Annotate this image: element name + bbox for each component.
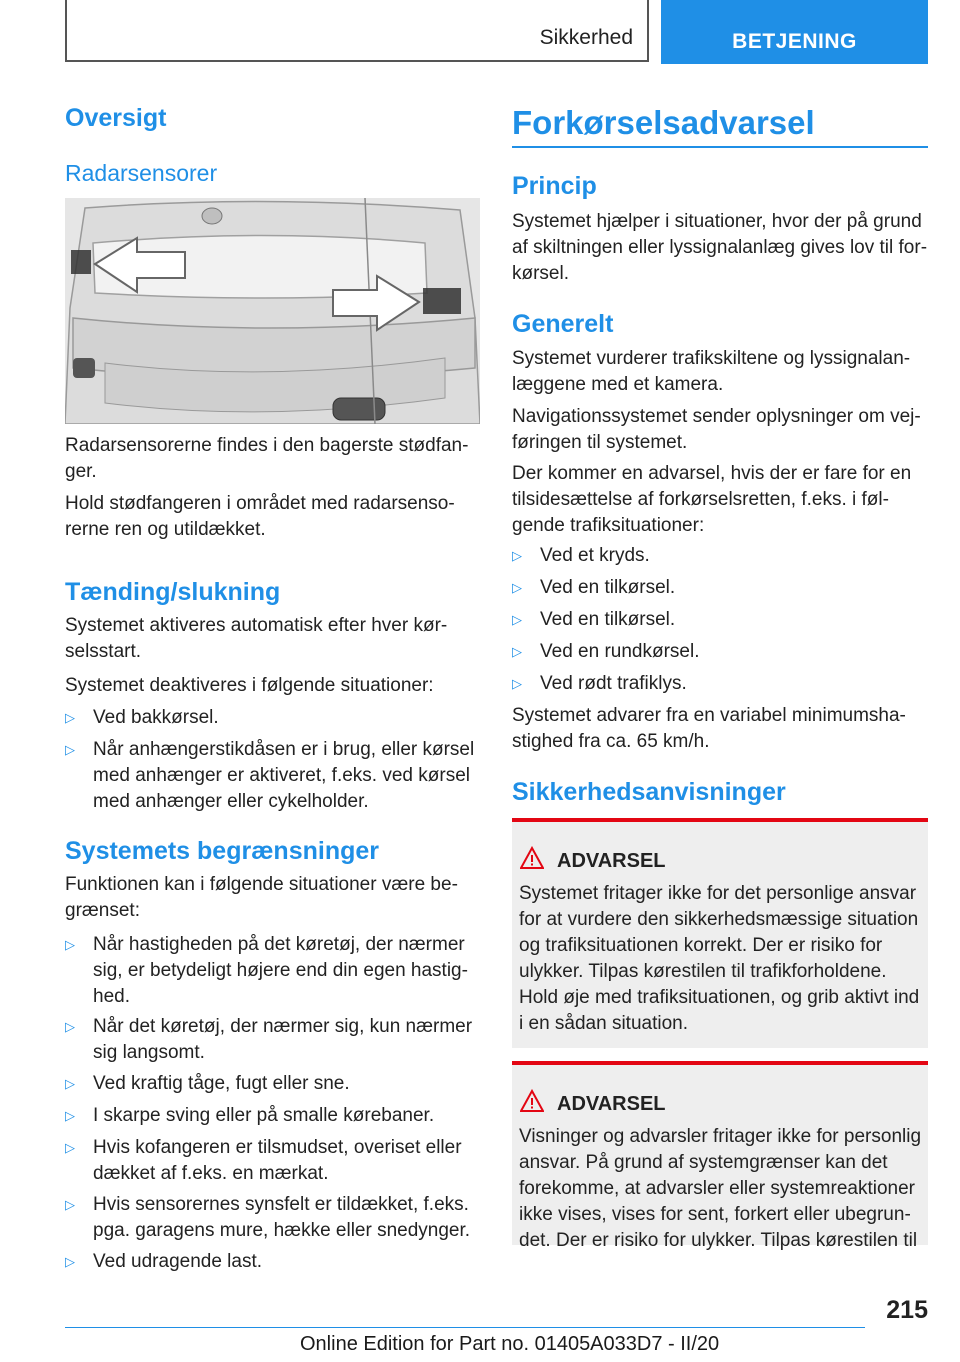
safety-heading: Sikkerhedsanvisninger xyxy=(512,778,786,806)
list-item: ▷ Når hastigheden på det køretøj, der nærmer sig, er betydeligt højere end din egen hastighed. xyxy=(65,934,468,1007)
list-item: ▷ Ved rødt trafiklys. xyxy=(512,671,928,697)
bullet-triangle-icon: ▷ xyxy=(65,742,75,757)
limits-text-1: Funktionen kan i følgende situationer være begrænset: xyxy=(65,874,458,921)
radar-sensor-illustration xyxy=(65,198,480,424)
general-text-2: Navigationssystemet sender oplysninger om vejføringen til systemet. xyxy=(512,406,921,453)
chapter-title: BETJENING xyxy=(732,30,857,53)
list-item: ▷ Ved kraftig tåge, fugt eller sne. xyxy=(65,1071,480,1097)
list-item: ▷ Ved udragende last. xyxy=(65,1249,480,1275)
list-item: ▷ Når anhængerstikdåsen er i brug, eller kørsel med anhænger er aktiveret, f.eks. ved kørsel med anhænger eller cykelholder. xyxy=(65,739,475,812)
page-number: 215 xyxy=(886,1296,928,1324)
bullet-triangle-icon: ▷ xyxy=(65,710,75,725)
bullet-triangle-icon: ▷ xyxy=(65,1254,75,1269)
general-heading: Generelt xyxy=(512,310,614,338)
warning-box xyxy=(512,818,928,1048)
general-text-4: Systemet advarer fra en variabel minimumshastighed fra ca. 65 km/h. xyxy=(512,705,906,752)
footer-rule xyxy=(65,1327,865,1328)
ignition-text-2: Systemet deaktiveres i følgende situationer: xyxy=(65,675,434,696)
list-item: ▷ I skarpe sving eller på smalle kørebaner. xyxy=(65,1103,480,1129)
heading-rule xyxy=(512,146,928,148)
list-item: ▷ Ved et kryds. xyxy=(512,543,928,569)
bullet-triangle-icon: ▷ xyxy=(512,548,522,563)
list-item: ▷ Ved en rundkørsel. xyxy=(512,639,928,665)
warning-label: ADVARSEL xyxy=(557,850,666,872)
warning-triangle-icon xyxy=(520,1089,544,1113)
section-tab xyxy=(65,0,649,62)
warning-text: Visninger og advarsler fritager ikke for personlig ansvar. På grund af systemgrænser kan det forekomme, at advarsler eller systemreaktioner ikke vises, vises for sent, forkert eller ubegrundet. Der er risiko for ulykker. Tilpas kørestilen til xyxy=(519,1126,922,1251)
general-text-1: Systemet vurderer trafikskiltene og lyssignalanlæggene med et kamera. xyxy=(512,348,911,395)
bullet-triangle-icon: ▷ xyxy=(512,644,522,659)
bullet-triangle-icon: ▷ xyxy=(65,1019,75,1034)
general-text-3: Der kommer en advarsel, hvis der er fare for en tilsidesættelse af forkørselsretten, f.eks. i følgende trafiksituationer: xyxy=(512,463,912,536)
overview-heading: Oversigt xyxy=(65,104,167,132)
list-item: ▷ Ved en tilkørsel. xyxy=(512,575,928,601)
bullet-triangle-icon: ▷ xyxy=(65,937,75,952)
warning-text: Systemet fritager ikke for det personlige ansvar for at vurdere den sikkerhedsmæssige situation og trafiksituationen korrekt. Der er risiko for ulykker. Tilpas kørestilen til trafikforholdene. Hold øje med trafiksituationen, og grib aktivt ind i en sådan situation. xyxy=(519,883,920,1034)
list-item: ▷ Ved bakkørsel. xyxy=(65,705,480,731)
bullet-triangle-icon: ▷ xyxy=(65,1108,75,1123)
bullet-triangle-icon: ▷ xyxy=(512,676,522,691)
warning-box xyxy=(512,1061,928,1251)
bullet-triangle-icon: ▷ xyxy=(512,612,522,627)
edition-text: Online Edition for Part no. 01405A033D7 - II/20 xyxy=(300,1333,720,1355)
ignition-text-1: Systemet aktiveres automatisk efter hver kørselsstart. xyxy=(65,615,448,662)
bullet-triangle-icon: ▷ xyxy=(65,1140,75,1155)
principle-text: Systemet hjælper i situationer, hvor der på grund af skiltningen eller lyssignalanlæg gives lov til forkørsel. xyxy=(512,211,928,284)
warning-triangle-icon xyxy=(520,846,544,870)
bullet-triangle-icon: ▷ xyxy=(65,1076,75,1091)
car-rear-illustration xyxy=(65,198,480,424)
warning-label: ADVARSEL xyxy=(557,1093,666,1115)
principle-heading: Princip xyxy=(512,172,597,200)
bullet-triangle-icon: ▷ xyxy=(512,580,522,595)
list-item: ▷ Når det køretøj, der nærmer sig, kun nærmer sig langsomt. xyxy=(65,1016,473,1063)
section-title: Sikkerhed xyxy=(539,26,633,49)
main-heading: Forkørselsadvarsel xyxy=(512,104,815,141)
list-item: ▷ Hvis sensorernes synsfelt er tildækket, f.eks. pga. garagens mure, hække eller snedynger. xyxy=(65,1194,471,1241)
bullet-triangle-icon: ▷ xyxy=(65,1197,75,1212)
list-item: ▷ Hvis kofangeren er tilsmudset, overiset eller dækket af f.eks. en mærkat. xyxy=(65,1137,462,1184)
list-item: ▷ Ved en tilkørsel. xyxy=(512,607,928,633)
ignition-heading: Tænding/slukning xyxy=(65,578,281,606)
limits-heading: Systemets begrænsninger xyxy=(65,837,379,865)
page-header xyxy=(65,0,928,64)
radar-text-2: Hold stødfangeren i området med radarsensorerne ren og utildækket. xyxy=(65,493,455,540)
radar-text-1: Radarsensorerne findes i den bagerste stødfanger. xyxy=(65,435,469,482)
radar-heading: Radarsensorer xyxy=(65,160,218,186)
chapter-tab xyxy=(661,0,928,64)
